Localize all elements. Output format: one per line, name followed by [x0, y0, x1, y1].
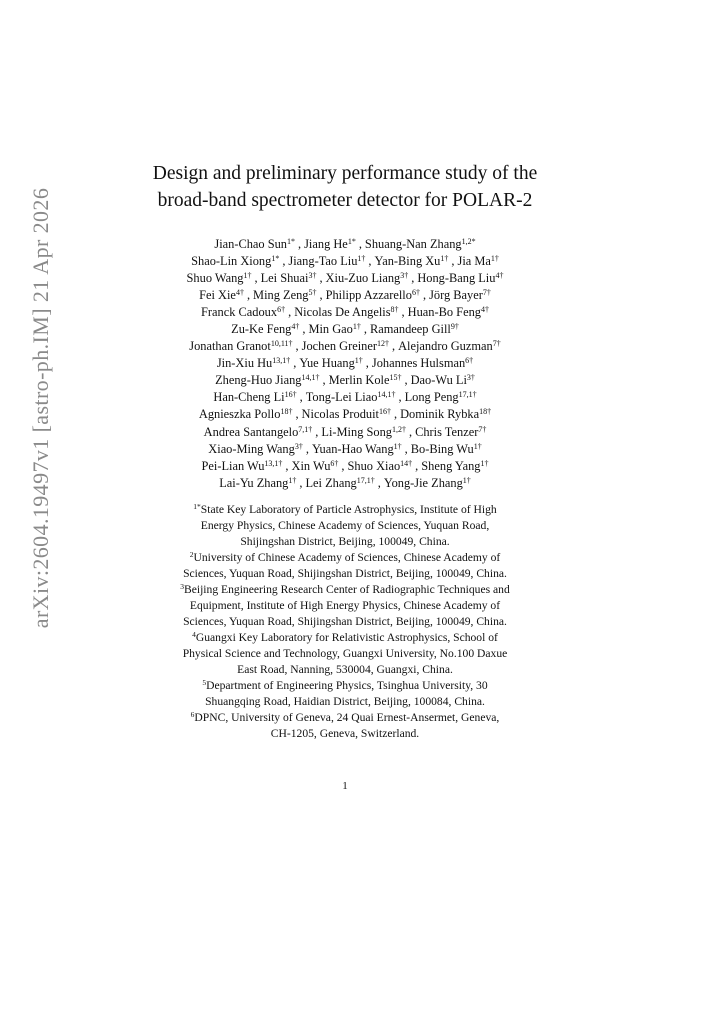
author-name: Xiao-Ming Wang: [208, 441, 295, 456]
author-name: Bo-Bing Wu: [410, 441, 474, 456]
author-name: Jörg Bayer: [429, 288, 483, 303]
author-affiliation-marker: 3†: [294, 441, 303, 451]
author-affiliation-marker: 7†: [482, 288, 491, 298]
author-name: Xiu-Zuo Liang: [325, 271, 401, 286]
author-line: Jian-Chao Sun$^{1*}$ , Jiang $He^{1*}$ , Shuang-Nan Zhang$^{1,2*}$: [214, 237, 476, 251]
author: [372, 356, 473, 370]
affiliation-line: [120, 502, 570, 518]
author: [201, 459, 282, 473]
author: [370, 322, 459, 336]
author-affiliation-marker: 1,2*: [461, 237, 476, 246]
author-name: Yuan-Hao Wang: [311, 441, 394, 456]
author-affiliation-marker: 6†: [411, 288, 420, 298]
author-affiliation-marker: 7†: [478, 424, 487, 434]
affiliation-line: [120, 646, 570, 662]
author-affiliation-marker: 1†: [243, 271, 252, 281]
author: [321, 425, 406, 439]
author-affiliation-marker: 1*: [347, 237, 356, 246]
author-affiliation-marker: 1*: [271, 254, 280, 264]
author-affiliation-marker: 14,1†: [301, 373, 320, 383]
author-name: Shuang-Nan Zhang: [364, 237, 462, 251]
author-affiliation-marker: 6†: [330, 458, 339, 468]
author-name: Nicolas Produit: [301, 407, 379, 422]
author-affiliation-marker: 1†: [352, 322, 361, 332]
affiliation-text: Physical Science and Technology, Guangxi University, No.100 Daxue: [182, 647, 508, 661]
author-affiliation-marker: 3†: [308, 271, 317, 281]
author-name: Yong-Jie Zhang: [383, 475, 463, 490]
paper-title: [120, 160, 570, 214]
author: [302, 339, 389, 353]
author-affiliation-marker: 8†: [390, 305, 399, 315]
author-line: Fei Xie$^{4\dagger}$ , Ming Zeng$^{5\dagger}$ , Philipp Azzarello$^{6\dagger}$ , Jörg Bayer$^{7\dagger}$: [199, 288, 491, 303]
author-name: Johannes Hulsman: [371, 356, 466, 371]
author: [204, 425, 313, 439]
affiliation-marker: 6: [190, 710, 195, 720]
affiliation-text: Sciences, Yuquan Road, Shijingshan District, Beijing, 100049, China.: [183, 566, 507, 580]
author: [253, 288, 316, 302]
author: [187, 271, 252, 285]
author-affiliation-marker: 1†: [357, 254, 366, 264]
affiliation-line: [120, 534, 570, 550]
author-name: Long Peng: [404, 390, 459, 405]
affiliation-text: East Road, Nanning, 530004, Guangxi, China.: [237, 663, 453, 677]
author: [191, 254, 279, 268]
affiliation-line: [120, 518, 570, 534]
author: [400, 407, 491, 421]
affiliation-list: [120, 502, 570, 743]
author-line: Han-Cheng $Li^{16\dagger}$ , Tong-Lei Liao$^{14,1\dagger}$ , Long Peng$^{17,1\dagger}$: [213, 390, 477, 405]
affiliation-marker: 2: [189, 549, 194, 559]
affiliation-marker: 3: [180, 581, 184, 591]
author-affiliation-marker: 1†: [490, 254, 499, 264]
author-name: Jiang-Tao Liu: [288, 254, 358, 269]
author: [326, 271, 409, 285]
author-affiliation-marker: 1†: [462, 475, 471, 485]
author-name: Zheng-Huo Jiang: [215, 373, 302, 388]
title-line: Design and preliminary performance study of the: [152, 163, 538, 184]
author-name: Fei Xie: [199, 288, 236, 303]
author: [304, 237, 356, 251]
author: [458, 254, 499, 268]
author-affiliation-marker: 14†: [400, 458, 413, 468]
author: [214, 237, 295, 251]
author-affiliation-marker: 17,1†: [458, 390, 477, 400]
author-name: Dao-Wu Li: [410, 373, 467, 388]
affiliation-text: Energy Physics, Chinese Academy of Sciences, Yuquan Road,: [200, 518, 490, 532]
affiliation-text: Guangxi Key Laboratory for Relativistic Astrophysics, School of: [195, 631, 498, 645]
affiliation-text: Department of Engineering Physics, Tsinghua University, 30: [206, 679, 488, 693]
affiliation-text: DPNC, University of Geneva, 24 Quai Ernest-Ansermet, Geneva,: [194, 711, 500, 725]
author: [302, 407, 391, 421]
page-number: 1: [342, 780, 348, 792]
author: [261, 271, 317, 285]
author-name: Li-Ming Song: [321, 424, 392, 439]
affiliation-line: [120, 678, 570, 694]
author-affiliation-marker: 4†: [495, 271, 504, 281]
author: [208, 442, 303, 456]
author-affiliation-marker: 1†: [393, 441, 402, 451]
author-name: Huan-Bo Feng: [407, 305, 481, 320]
author-line: Jin-Xiu $Hu^{13,1\dagger}$ , Yue Huang$^{1\dagger}$ , Johannes Hulsman$^{6\dagger}$: [216, 356, 474, 371]
author-name: Zu-Ke Feng: [231, 322, 292, 337]
affiliation-line: [120, 710, 570, 726]
author: [306, 390, 396, 404]
affiliation-line: [120, 550, 570, 566]
author-affiliation-marker: 13,1†: [272, 356, 291, 366]
author-name: Xin Wu: [291, 458, 331, 473]
author-affiliation-marker: 1,2†: [391, 424, 406, 434]
affiliation-line: [120, 566, 570, 582]
author-name: Franck Cadoux: [201, 305, 278, 320]
affiliation-text: Shijingshan District, Beijing, 100049, China.: [240, 534, 450, 548]
author: [415, 425, 486, 439]
affiliation-text: CH-1205, Geneva, Switzerland.: [270, 727, 420, 741]
author-affiliation-marker: 10,11†: [270, 339, 293, 349]
author-affiliation-marker: 6†: [277, 305, 286, 315]
author: [288, 254, 365, 268]
author-name: Nicolas De Angelis: [294, 305, 391, 320]
author-name: Shao-Lin Xiong: [191, 254, 272, 269]
author-affiliation-marker: 1†: [354, 356, 363, 366]
author: [348, 459, 413, 473]
author-name: Min Gao: [308, 322, 353, 337]
author-affiliation-marker: 16†: [378, 407, 391, 417]
author-affiliation-marker: 4†: [291, 322, 300, 332]
author-name: Lai-Yu Zhang: [219, 475, 289, 490]
author-line: Shuo Wang$^{1\dagger}$ , Lei Shuai$^{3\dagger}$ , Xiu-Zuo Liang$^{3\dagger}$ , Hong-Bang Liu$^{4\dagger}$: [186, 271, 504, 286]
author-affiliation-marker: 18†: [280, 407, 293, 417]
author: [294, 305, 398, 319]
author: [329, 373, 402, 387]
affiliation-marker: 4: [192, 630, 196, 640]
author-name: Hong-Bang Liu: [417, 271, 496, 286]
author-name: Jia Ma: [457, 254, 491, 269]
author-name: Pei-Lian Wu: [201, 458, 265, 473]
author: [199, 407, 293, 421]
author-name: Alejandro Guzman: [398, 339, 493, 354]
affiliation-line: [120, 726, 570, 742]
author-line: Franck Cadoux$^{6\dagger}$ , Nicolas De Angelis$^{8\dagger}$ , Huan-Bo Feng$^{4\dagger}$: [201, 305, 489, 320]
author-name: Andrea Santangelo: [203, 424, 299, 439]
author: [308, 322, 360, 336]
author-name: Shuo Xiao: [347, 458, 401, 473]
author-affiliation-marker: 1†: [440, 254, 449, 264]
author-name: Sheng Yang: [421, 458, 481, 473]
author-affiliation-marker: 6†: [465, 356, 474, 366]
author-list: [120, 236, 570, 492]
author: [292, 459, 339, 473]
author: [398, 339, 501, 353]
affiliation-line: [120, 630, 570, 646]
author-name: Agnieszka Pollo: [198, 407, 281, 422]
author: [408, 305, 489, 319]
author: [201, 305, 285, 319]
paper-front-matter: [120, 160, 570, 742]
affiliation-text: Shuangqing Road, Haidian District, Beijing, 100084, China.: [205, 695, 485, 709]
author: [421, 459, 488, 473]
author-line: Pei-Lian $Wu^{13,1\dagger}$ , Xin $Wu^{6\dagger}$ , Shuo Xiao$^{14\dagger}$ , Sheng Yang$^{1\dagger}$: [201, 458, 489, 473]
author: [411, 442, 482, 456]
affiliation-line: [120, 694, 570, 710]
author-affiliation-marker: 9†: [450, 322, 459, 332]
author-affiliation-marker: 7,1†: [298, 424, 313, 434]
author-affiliation-marker: 13,1†: [264, 458, 283, 468]
author: [405, 390, 477, 404]
affiliation-text: Equipment, Institute of High Energy Physics, Chinese Academy of: [189, 598, 501, 612]
author-affiliation-marker: 12†: [376, 339, 389, 349]
author-name: Tong-Lei Liao: [305, 390, 378, 405]
author-name: Dominik Rybka: [400, 407, 480, 422]
title-line: broad-band spectrometer detector for POLAR-2: [157, 190, 533, 211]
author-name: Lei Zhang: [305, 475, 357, 490]
author-line: Andrea Santangelo$^{7,1\dagger}$ , Li-Ming Song$^{1,2\dagger}$ , Chris Tenzer$^{7\dagger}$: [203, 424, 487, 439]
author-name: Lei Shuai: [260, 271, 309, 286]
author-line: Shao-Lin Xiong$^{1*}$ , Jiang-Tao Liu$^{1\dagger}$ , Yan-Bing $Xu^{1\dagger}$ , Jia $Ma^{1\dagger}$: [191, 254, 499, 269]
author-affiliation-marker: 7†: [492, 339, 501, 349]
author-name: Jian-Chao Sun: [214, 237, 287, 251]
author: [213, 390, 296, 404]
affiliation-marker: 5: [202, 678, 207, 688]
author-name: Ramandeep Gill: [369, 322, 451, 337]
author-affiliation-marker: 1†: [473, 441, 482, 451]
affiliation-text: Sciences, Yuquan Road, Shijingshan District, Beijing, 100049, China.: [183, 615, 507, 629]
author-line: Xiao-Ming Wang$^{3\dagger}$ , Yuan-Hao Wang$^{1\dagger}$ , Bo-Bing $Wu^{1\dagger}$: [208, 441, 482, 456]
arxiv-side-label: [24, 148, 58, 668]
author: [305, 476, 374, 490]
author-name: Philipp Azzarello: [325, 288, 412, 303]
author-affiliation-marker: 1*: [287, 237, 295, 246]
author-name: Jin-Xiu Hu: [216, 356, 273, 371]
author: [217, 356, 290, 370]
affiliation-text: State Key Laboratory of Particle Astrophysics, Institute of High: [200, 502, 497, 516]
author-name: Jonathan Granot: [189, 339, 271, 354]
author-affiliation-marker: 5†: [308, 288, 317, 298]
author-affiliation-marker: 3†: [400, 271, 409, 281]
author-line: Zheng-Huo Jiang$^{14,1\dagger}$ , Merlin Kole$^{15\dagger}$ , Dao-Wu $Li^{3\dagger}$: [215, 373, 475, 388]
author-name: Yan-Bing Xu: [374, 254, 441, 269]
author-name: Shuo Wang: [186, 271, 244, 286]
author: [429, 288, 491, 302]
author: [326, 288, 420, 302]
author-name: Ming Zeng: [253, 288, 309, 303]
author: [299, 356, 362, 370]
affiliation-line: [120, 662, 570, 678]
author-line: Jonathan Granot$^{10,11\dagger}$ , Jochen Greiner$^{12\dagger}$ , Alejandro Guzman$^{7\dagger}$: [189, 339, 501, 354]
author-name: Chris Tenzer: [415, 424, 479, 439]
author-affiliation-marker: 1†: [288, 475, 297, 485]
author: [189, 339, 292, 353]
affiliation-line: [120, 582, 570, 598]
author: [384, 476, 471, 490]
author-line: Agnieszka Pollo$^{18\dagger}$ , Nicolas Produit$^{16\dagger}$ , Dominik Rybka$^{18\dagger}$: [198, 407, 492, 422]
affiliation-line: [120, 598, 570, 614]
author-affiliation-marker: 3†: [466, 373, 475, 383]
author-affiliation-marker: 16†: [284, 390, 297, 400]
author-name: Jochen Greiner: [301, 339, 377, 354]
author-name: Han-Cheng Li: [213, 390, 285, 405]
affiliation-text: University of Chinese Academy of Sciences, Chinese Academy of: [193, 550, 501, 564]
author-affiliation-marker: 14,1†: [377, 390, 396, 400]
author-affiliation-marker: 1†: [480, 458, 489, 468]
author: [365, 237, 476, 251]
arxiv-identifier: arXiv:2604.19497v1 [astro-ph.IM] 21 Apr 2026: [28, 187, 53, 629]
author-affiliation-marker: 4†: [480, 305, 489, 315]
author: [417, 271, 503, 285]
author: [411, 373, 475, 387]
author: [215, 373, 319, 387]
author: [199, 288, 244, 302]
author: [375, 254, 449, 268]
author-name: Jiang He: [304, 237, 348, 251]
author: [219, 476, 296, 490]
author-name: Merlin Kole: [328, 373, 390, 388]
affiliation-marker: 1*: [193, 501, 201, 511]
author-affiliation-marker: 17,1†: [356, 475, 375, 485]
author-name: Yue Huang: [299, 356, 355, 371]
author-affiliation-marker: 18†: [479, 407, 492, 417]
author: [231, 322, 299, 336]
author: [312, 442, 402, 456]
affiliation-text: Beijing Engineering Research Center of Radiographic Techniques and: [183, 582, 510, 596]
author-line: Zu-Ke Feng$^{4\dagger}$ , Min Gao$^{1\dagger}$ , Ramandeep Gill$^{9\dagger}$: [231, 322, 459, 337]
affiliation-line: [120, 614, 570, 630]
author-affiliation-marker: 4†: [235, 288, 244, 298]
author-affiliation-marker: 15†: [389, 373, 402, 383]
author-line: Lai-Yu Zhang$^{1\dagger}$ , Lei Zhang$^{17,1\dagger}$ , Yong-Jie Zhang$^{1\dagger}$: [219, 475, 471, 490]
